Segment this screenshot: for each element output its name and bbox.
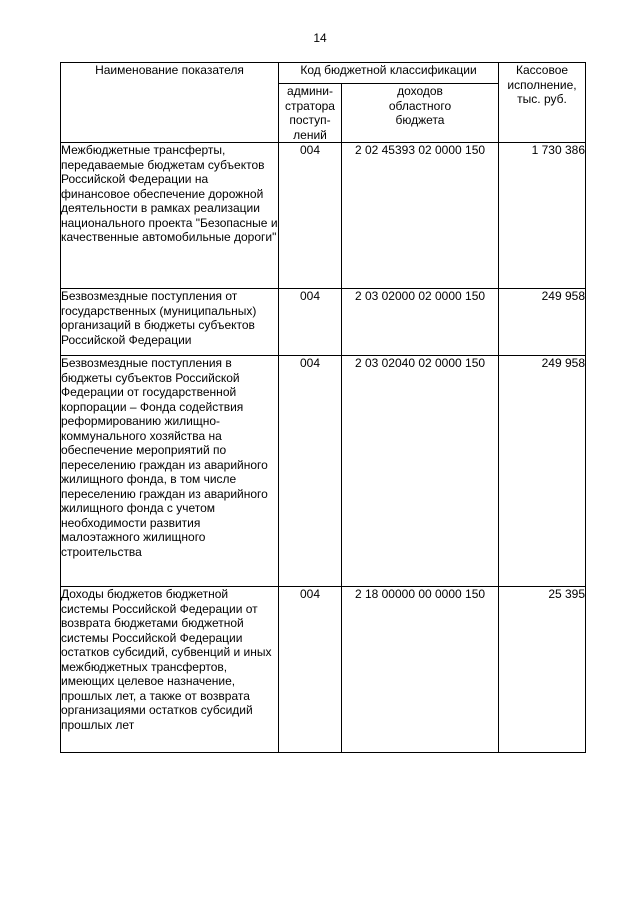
header-administrator xyxy=(279,84,342,143)
row-admin-code: 004 xyxy=(279,356,342,587)
budget-table xyxy=(60,62,586,753)
row-income-code: 2 03 02000 02 0000 150 xyxy=(342,289,499,356)
header-execution-text: Кассовое исполнение, тыс. руб. xyxy=(507,63,577,106)
row-income-code: 2 02 45393 02 0000 150 xyxy=(342,143,499,289)
row-indicator-name: Безвозмездные поступления от государственных (муниципальных) организаций в бюджеты субъектов Российской Федерации xyxy=(61,289,279,356)
row-admin-code: 004 xyxy=(279,289,342,356)
row-admin-code: 004 xyxy=(279,587,342,753)
table-row xyxy=(61,143,586,289)
row-amount: 25 395 xyxy=(499,587,586,753)
table-row xyxy=(61,587,586,753)
header-administrator-text: админи- стратора поступ- лений xyxy=(285,84,335,142)
row-income-code: 2 18 00000 00 0000 150 xyxy=(342,587,499,753)
header-income-text: доходов областного бюджета xyxy=(388,84,452,127)
row-indicator-name: Межбюджетные трансферты, передаваемые бюджетам субъектов Российской Федерации на финансовое обеспечение дорожной деятельности в рамках реализации национального проекта "Безопасные и качественные автомобильные дороги" xyxy=(61,143,279,289)
row-amount: 1 730 386 xyxy=(499,143,586,289)
page-number: 14 xyxy=(313,31,327,45)
row-income-code: 2 03 02040 02 0000 150 xyxy=(342,356,499,587)
row-amount: 249 958 xyxy=(499,356,586,587)
table-row xyxy=(61,356,586,587)
header-execution xyxy=(499,63,586,143)
table-row xyxy=(61,289,586,356)
header-row-top xyxy=(61,63,586,84)
header-indicator-name: Наименование показателя xyxy=(61,63,279,143)
row-amount: 249 958 xyxy=(499,289,586,356)
row-admin-code: 004 xyxy=(279,143,342,289)
header-code-group: Код бюджетной классификации xyxy=(279,63,499,84)
header-income xyxy=(342,84,499,143)
row-indicator-name: Безвозмездные поступления в бюджеты субъектов Российской Федерации от государственной корпорации – Фонда содействия реформированию жилищно-коммунального хозяйства на обеспечение мероприятий по переселению граждан из аварийного жилищного фонда, в том числе переселению граждан из аварийного жилищного фонда с учетом необходимости развития малоэтажного жилищного строительства xyxy=(61,356,279,587)
row-indicator-name: Доходы бюджетов бюджетной системы Российской Федерации от возврата бюджетами бюджетной системы Российской Федерации остатков субсидий, субвенций и иных межбюджетных трансфертов, имеющих целевое назначение, прошлых лет, а также от возврата организациями остатков субсидий прошлых лет xyxy=(61,587,279,753)
